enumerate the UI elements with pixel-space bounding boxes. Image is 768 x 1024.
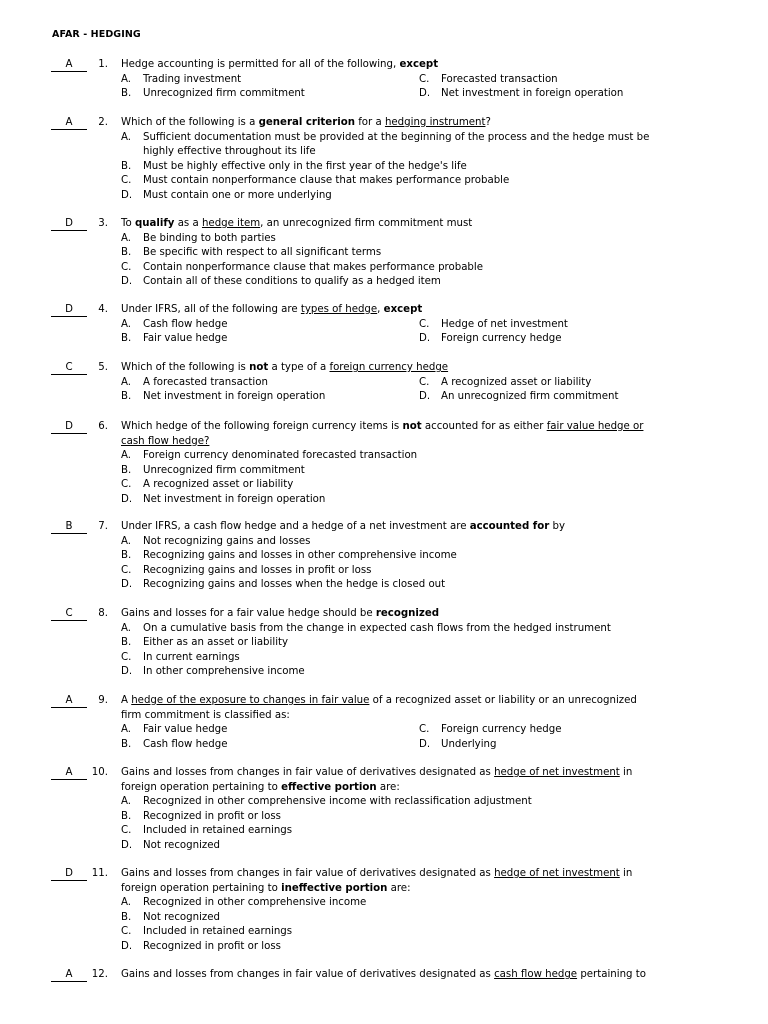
- option-letter: B.: [121, 550, 132, 562]
- answer-blank: D: [51, 420, 87, 434]
- option-text: Forecasted transaction: [441, 73, 558, 85]
- answer-blank: D: [51, 867, 87, 881]
- option-text: Must be highly effective only in the first year of the hedge's life: [143, 160, 467, 172]
- question-number: 3.: [98, 218, 108, 229]
- option-text: Foreign currency hedge: [441, 724, 562, 736]
- option-text: Must contain nonperformance clause that makes performance probable: [143, 175, 510, 187]
- option-text: Net investment in foreign operation: [143, 493, 326, 505]
- option-letter: B.: [121, 810, 132, 822]
- answer-blank: A: [51, 968, 87, 982]
- option-text: Recognizing gains and losses in other comprehensive income: [143, 550, 457, 562]
- option-text: Net investment in foreign operation: [143, 391, 326, 403]
- answer-blank: A: [51, 694, 87, 708]
- question-stem: Gains and losses from changes in fair value of derivatives designated as hedge of net investment in foreign operation pertaining to effective portion are:: [121, 767, 633, 793]
- option-text: Foreign currency hedge: [441, 333, 562, 345]
- option-text: Foreign currency denominated forecasted transaction: [143, 450, 418, 462]
- option-text: Trading investment: [143, 73, 242, 85]
- option-letter: B.: [121, 160, 132, 172]
- option-text: Net investment in foreign operation: [441, 88, 624, 100]
- option-letter: B.: [121, 911, 132, 923]
- option-letter: B.: [121, 738, 132, 750]
- option-letter: A.: [121, 535, 132, 547]
- answer-blank: B: [51, 520, 87, 534]
- question-number: 8.: [98, 608, 108, 619]
- option-letter: A.: [121, 796, 132, 808]
- option-text: A recognized asset or liability: [441, 376, 592, 388]
- option-letter: C.: [419, 318, 430, 330]
- option-text: Recognizing gains and losses in profit or loss: [143, 564, 372, 576]
- option-letter: B.: [121, 464, 132, 476]
- option-letter: A.: [121, 73, 132, 85]
- question-number: 9.: [98, 695, 108, 706]
- question-stem: A hedge of the exposure to changes in fair value of a recognized asset or liability or an unrecognized firm commitment is classified as:: [121, 695, 637, 721]
- answer-blank: D: [51, 217, 87, 231]
- question-number: 1.: [98, 59, 108, 70]
- option-text: Included in retained earnings: [143, 926, 293, 938]
- option-text: Must contain one or more underlying: [143, 189, 332, 201]
- option-text: In other comprehensive income: [143, 666, 305, 678]
- option-letter: A.: [121, 376, 132, 388]
- answer-blank: C: [51, 607, 87, 621]
- option-letter: C.: [121, 175, 132, 187]
- question-stem: Under IFRS, all of the following are types of hedge, except: [121, 304, 423, 315]
- option-letter: B.: [121, 391, 132, 403]
- option-letter: A.: [121, 131, 132, 143]
- option-letter: D.: [419, 391, 431, 403]
- option-text: Cash flow hedge: [143, 738, 228, 750]
- option-text: Recognized in profit or loss: [143, 810, 281, 822]
- option-text: A forecasted transaction: [143, 376, 268, 388]
- option-letter: C.: [121, 261, 132, 273]
- option-text: Sufficient documentation must be provided at the beginning of the process and the hedge must be highly effective throughout its life: [143, 131, 650, 158]
- option-text: Be specific with respect to all significant terms: [143, 247, 382, 259]
- question-number: 4.: [98, 304, 108, 315]
- option-letter: A.: [121, 318, 132, 330]
- option-text: Recognized in other comprehensive income: [143, 897, 367, 909]
- question-number: 10.: [91, 767, 108, 778]
- question-number: 11.: [91, 868, 108, 879]
- question-stem: To qualify as a hedge item, an unrecognized firm commitment must: [121, 218, 473, 229]
- option-text: A recognized asset or liability: [143, 479, 294, 491]
- option-letter: D.: [121, 189, 133, 201]
- option-text: Recognized in other comprehensive income with reclassification adjustment: [143, 796, 532, 808]
- answer-blank: A: [51, 58, 87, 72]
- option-text: Hedge of net investment: [441, 318, 568, 330]
- option-letter: C.: [121, 926, 132, 938]
- option-letter: B.: [121, 333, 132, 345]
- option-text: Fair value hedge: [143, 724, 228, 736]
- option-text: Cash flow hedge: [143, 318, 228, 330]
- option-letter: D.: [419, 333, 431, 345]
- option-text: Not recognized: [143, 839, 220, 851]
- option-letter: D.: [419, 738, 431, 750]
- option-text: On a cumulative basis from the change in expected cash flows from the hedged instrument: [143, 622, 611, 634]
- question-stem: Gains and losses from changes in fair value of derivatives designated as cash flow hedge pertaining to: [121, 969, 646, 980]
- option-text: Be binding to both parties: [143, 232, 276, 244]
- option-text: Contain nonperformance clause that makes performance probable: [143, 261, 484, 273]
- option-text: An unrecognized firm commitment: [441, 391, 619, 403]
- option-letter: A.: [121, 232, 132, 244]
- question-stem: Hedge accounting is permitted for all of the following, except: [121, 59, 439, 70]
- question-stem: Gains and losses from changes in fair value of derivatives designated as hedge of net investment in foreign operation pertaining to ineffective portion are:: [121, 868, 633, 894]
- question-stem: Which of the following is a general criterion for a hedging instrument?: [121, 117, 491, 128]
- option-letter: D.: [121, 666, 133, 678]
- option-text: Unrecognized firm commitment: [143, 88, 305, 100]
- option-letter: C.: [419, 376, 430, 388]
- option-text: Contain all of these conditions to qualify as a hedged item: [143, 276, 441, 288]
- option-text: Recognizing gains and losses when the hedge is closed out: [143, 579, 446, 591]
- option-letter: A.: [121, 622, 132, 634]
- option-letter: C.: [121, 651, 132, 663]
- option-text: In current earnings: [143, 651, 240, 663]
- option-letter: C.: [121, 825, 132, 837]
- option-letter: A.: [121, 897, 132, 909]
- answer-blank: D: [51, 303, 87, 317]
- option-letter: D.: [419, 88, 431, 100]
- question-number: 6.: [98, 421, 108, 432]
- option-letter: B.: [121, 88, 132, 100]
- option-letter: B.: [121, 637, 132, 649]
- option-letter: C.: [121, 564, 132, 576]
- question-stem: Gains and losses for a fair value hedge should be recognized: [121, 608, 440, 619]
- question-number: 12.: [91, 969, 108, 980]
- option-text: Not recognized: [143, 911, 220, 923]
- option-text: Recognized in profit or loss: [143, 940, 281, 952]
- question-stem: Under IFRS, a cash flow hedge and a hedge of a net investment are accounted for by: [121, 521, 565, 532]
- question-stem: Which hedge of the following foreign currency items is not accounted for as either fair value hedge or cash flow hedge?: [121, 421, 644, 447]
- option-letter: C.: [121, 479, 132, 491]
- option-letter: B.: [121, 247, 132, 259]
- option-text: Included in retained earnings: [143, 825, 293, 837]
- option-letter: D.: [121, 839, 133, 851]
- option-text: Not recognizing gains and losses: [143, 535, 311, 547]
- question-number: 5.: [98, 362, 108, 373]
- question-number: 2.: [98, 117, 108, 128]
- option-letter: A.: [121, 450, 132, 462]
- option-letter: D.: [121, 493, 133, 505]
- option-text: Unrecognized firm commitment: [143, 464, 305, 476]
- option-letter: C.: [419, 724, 430, 736]
- document-title: AFAR - HEDGING: [52, 29, 141, 40]
- option-letter: D.: [121, 276, 133, 288]
- option-letter: D.: [121, 579, 133, 591]
- option-letter: C.: [419, 73, 430, 85]
- option-text: Either as an asset or liability: [143, 637, 289, 649]
- option-text: Underlying: [441, 738, 497, 750]
- option-letter: D.: [121, 940, 133, 952]
- answer-blank: C: [51, 361, 87, 375]
- option-letter: A.: [121, 724, 132, 736]
- answer-blank: A: [51, 766, 87, 780]
- question-stem: Which of the following is not a type of a foreign currency hedge: [121, 362, 449, 373]
- answer-blank: A: [51, 116, 87, 130]
- option-text: Fair value hedge: [143, 333, 228, 345]
- question-number: 7.: [98, 521, 108, 532]
